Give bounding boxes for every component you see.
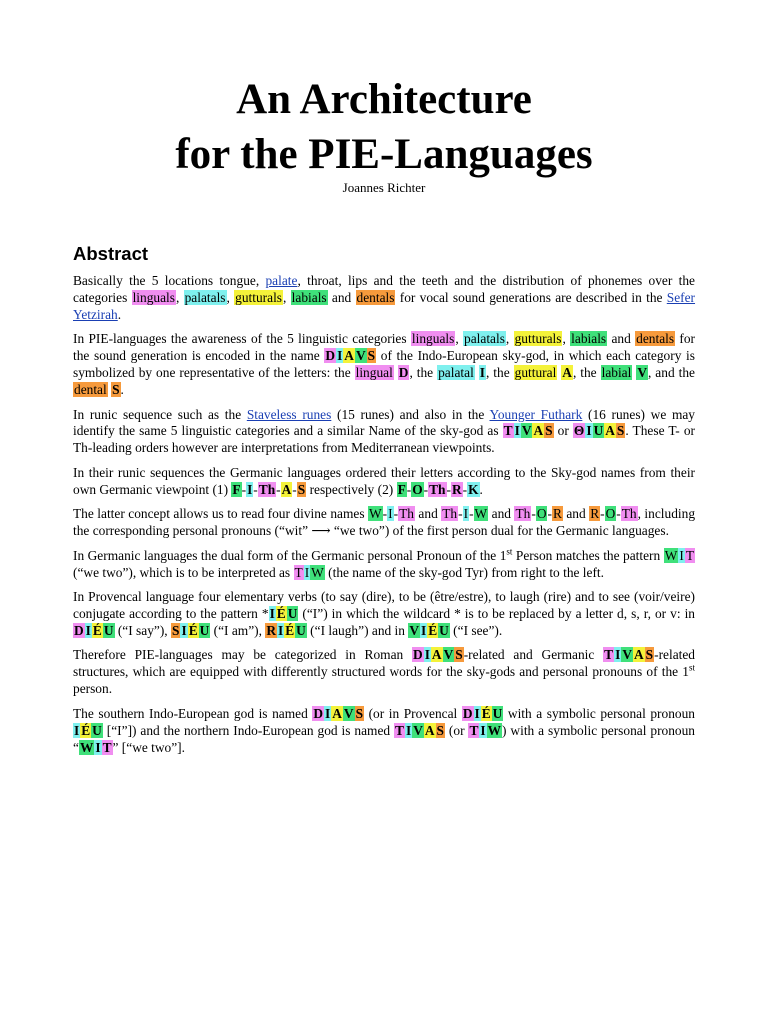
text-run: , throat, lips and the teeth and the distribution of phonemes over the categories bbox=[73, 273, 695, 305]
highlighted-term: I bbox=[85, 622, 91, 638]
highlighted-term: gutturals bbox=[235, 289, 283, 305]
highlighted-term: É bbox=[428, 622, 438, 638]
highlighted-term: V bbox=[521, 423, 532, 439]
highlighted-term: A bbox=[332, 705, 342, 721]
text-run: , bbox=[505, 331, 514, 347]
text-run: . bbox=[120, 382, 124, 398]
highlighted-term: R bbox=[590, 506, 600, 522]
text-run: Person matches the pattern bbox=[512, 547, 664, 563]
highlighted-term: S bbox=[355, 705, 364, 721]
highlighted-term: I bbox=[514, 423, 520, 439]
text-run: Therefore PIE-languages may be categorized in Roman bbox=[73, 647, 413, 663]
text-run: , the bbox=[409, 365, 438, 381]
highlighted-term: V bbox=[622, 647, 632, 663]
highlighted-term: É bbox=[481, 705, 491, 721]
highlighted-term: W bbox=[487, 722, 502, 738]
highlighted-term: É bbox=[92, 622, 102, 638]
highlighted-term: Θ bbox=[573, 423, 585, 439]
highlighted-term: Th bbox=[429, 481, 446, 497]
highlighted-term: S bbox=[297, 481, 306, 497]
highlighted-term: A bbox=[533, 423, 544, 439]
highlighted-term: Th bbox=[258, 481, 276, 497]
highlighted-term: I bbox=[269, 605, 275, 621]
highlighted-term: T bbox=[294, 564, 303, 580]
text-run: . These T- or Th-leading orders however are interpretations from Mediterranean viewpoints. bbox=[73, 423, 695, 456]
text-run: . bbox=[479, 481, 483, 497]
text-run: or bbox=[553, 423, 573, 439]
highlighted-term: I bbox=[388, 506, 393, 522]
abstract-paragraph bbox=[73, 706, 695, 757]
highlighted-term: labials bbox=[291, 289, 327, 305]
text-run: - bbox=[382, 506, 388, 522]
highlighted-term: D bbox=[325, 348, 336, 364]
text-run: (“I am”), bbox=[210, 622, 266, 638]
highlighted-term: O bbox=[536, 506, 547, 522]
text-run: [“I”]) and the northern Indo-European god is named bbox=[102, 722, 395, 738]
text-run: - bbox=[253, 481, 258, 497]
highlighted-term: Th bbox=[621, 506, 637, 522]
highlighted-term: É bbox=[188, 622, 198, 638]
text-run: - bbox=[423, 481, 429, 497]
text-run: In PIE-languages the awareness of the 5 linguistic categories bbox=[73, 331, 411, 347]
text-run: and bbox=[562, 506, 590, 522]
text-run: (“we two”), which is to be interpreted as bbox=[73, 564, 294, 580]
highlighted-term: U bbox=[593, 423, 604, 439]
highlighted-term: T bbox=[685, 547, 694, 563]
abstract-paragraph bbox=[73, 647, 695, 698]
author-name: Joannes Richter bbox=[342, 180, 426, 195]
highlighted-term: V bbox=[413, 722, 423, 738]
highlighted-term: R bbox=[451, 481, 462, 497]
text-run: (“I say”), bbox=[114, 622, 172, 638]
text-run: In runic sequence such as the bbox=[73, 406, 247, 422]
highlighted-term: I bbox=[480, 722, 486, 738]
highlighted-term: I bbox=[424, 647, 430, 663]
text-run: (16 runes) we may identify the same 5 linguistic categories and a similar Name of the sky-god as bbox=[73, 406, 695, 439]
highlighted-term: S bbox=[645, 647, 654, 663]
text-run: of the Indo-European sky-god, in which each category is symbolized by one representative of the letters: the bbox=[73, 348, 695, 381]
text-run: . bbox=[117, 306, 122, 322]
highlighted-term: U bbox=[199, 622, 210, 638]
highlighted-term: K bbox=[468, 481, 479, 497]
text-run: and bbox=[488, 506, 515, 522]
text-run: (“I”) in which the wildcard * is to be replaced by a letter d, s, r, or v: in bbox=[298, 605, 695, 621]
text-run: - bbox=[462, 481, 468, 497]
highlighted-term: I bbox=[586, 423, 592, 439]
text-run: - bbox=[393, 506, 399, 522]
text-run: ” [“we two”]. bbox=[112, 739, 185, 755]
highlighted-term: D bbox=[74, 622, 84, 638]
highlighted-term: I bbox=[479, 365, 485, 381]
highlighted-term: labial bbox=[601, 365, 632, 381]
text-run: (or bbox=[445, 722, 469, 738]
highlighted-term: I bbox=[421, 622, 427, 638]
highlighted-term: R bbox=[266, 622, 276, 638]
highlighted-term: U bbox=[287, 605, 298, 621]
superscript: st bbox=[688, 662, 695, 673]
page-title-line-2: for the PIE-Languages bbox=[175, 131, 593, 178]
highlighted-term: V bbox=[355, 348, 366, 364]
highlighted-term: W bbox=[311, 564, 324, 580]
text-run: - bbox=[276, 481, 281, 497]
highlighted-term: U bbox=[103, 622, 114, 638]
highlighted-term: dentals bbox=[636, 331, 675, 347]
highlighted-term: A bbox=[424, 722, 435, 738]
text-run: In their runic sequences the Germanic languages ordered their letters according to the Sky-god names from their own Germanic viewpoint (1) bbox=[73, 464, 695, 497]
abstract-paragraph bbox=[73, 465, 695, 499]
highlighted-term: Th bbox=[399, 506, 414, 522]
highlighted-term: R bbox=[552, 506, 562, 522]
highlighted-term: I bbox=[463, 506, 469, 522]
highlighted-term: É bbox=[276, 605, 286, 621]
highlighted-term: linguals bbox=[411, 331, 455, 347]
text-run: (“I see”). bbox=[449, 622, 503, 638]
text-run: - bbox=[292, 481, 297, 497]
highlighted-term: Th bbox=[515, 506, 531, 522]
abstract-paragraph bbox=[73, 331, 695, 399]
highlighted-term: S bbox=[172, 622, 180, 638]
text-run: , the bbox=[485, 365, 514, 381]
text-run: and bbox=[327, 289, 356, 305]
palate-link[interactable]: palate bbox=[265, 273, 298, 288]
highlighted-term: lingual bbox=[355, 365, 393, 381]
text-run: - bbox=[458, 506, 463, 522]
staveless-runes-link[interactable]: Staveless runes bbox=[246, 406, 332, 422]
highlighted-term: V bbox=[637, 365, 647, 381]
text-run: (15 runes) and also in the bbox=[331, 406, 490, 422]
highlighted-term: V bbox=[409, 622, 419, 638]
highlighted-term: I bbox=[325, 705, 331, 721]
text-run: - bbox=[406, 481, 412, 497]
abstract-body bbox=[73, 273, 695, 764]
highlighted-term: linguals bbox=[132, 289, 175, 305]
highlighted-term: D bbox=[398, 365, 409, 381]
highlighted-term: F bbox=[232, 481, 241, 497]
text-run: -related and Germanic bbox=[463, 647, 604, 663]
abstract-paragraph bbox=[73, 589, 695, 640]
text-run: (or in Provencal bbox=[364, 705, 462, 721]
highlighted-term: A bbox=[605, 423, 615, 439]
highlighted-term: É bbox=[285, 622, 295, 638]
highlighted-term: gutturals bbox=[514, 331, 562, 347]
highlighted-term: I bbox=[304, 564, 310, 580]
highlighted-term: A bbox=[344, 348, 354, 364]
abstract-paragraph bbox=[73, 506, 695, 540]
text-run: ) with a symbolic personal pronoun “ bbox=[73, 722, 695, 755]
highlighted-term: I bbox=[247, 481, 253, 497]
highlighted-term: V bbox=[443, 647, 454, 663]
highlighted-term: palatal bbox=[438, 365, 474, 381]
highlighted-term: I bbox=[474, 705, 480, 721]
highlighted-term: T bbox=[503, 423, 513, 439]
abstract-paragraph bbox=[73, 407, 695, 458]
highlighted-term: T bbox=[604, 647, 614, 663]
highlighted-term: S bbox=[616, 423, 625, 439]
abstract-paragraph bbox=[73, 548, 695, 582]
sefer-yetzirah-link[interactable]: Sefer Yetzirah bbox=[73, 289, 696, 322]
text-run: - bbox=[600, 506, 605, 522]
text-run: In Provencal language four elementary verbs (to say (dire), to be (être/estre), to laugh (rire) and to see (voir/veire) conjugate according to the pattern * bbox=[73, 589, 695, 621]
text-run: respectively (2) bbox=[306, 481, 397, 497]
highlighted-term: U bbox=[296, 622, 306, 638]
text-run: - bbox=[241, 481, 247, 497]
highlighted-term: S bbox=[367, 348, 376, 364]
highlighted-term: D bbox=[413, 647, 423, 663]
highlighted-term: D bbox=[462, 705, 473, 721]
highlighted-term: A bbox=[431, 647, 442, 663]
highlighted-term: palatals bbox=[464, 331, 505, 347]
text-run: -related structures, which are equipped with differently structured words for the sky-gods and personal pronouns of the 1 bbox=[73, 647, 695, 680]
highlighted-term: I bbox=[615, 647, 621, 663]
highlighted-term: I bbox=[74, 722, 80, 738]
highlighted-term: F bbox=[397, 481, 406, 497]
text-run: , and the bbox=[647, 365, 695, 381]
text-run: , including the corresponding personal pronouns (“wit” ⟶ “we two”) of the first person dual for the Germanic languages. bbox=[73, 506, 696, 539]
text-run: The latter concept allows us to read four divine names bbox=[73, 506, 369, 522]
text-run: - bbox=[531, 506, 536, 522]
highlighted-term: S bbox=[436, 722, 444, 738]
highlighted-term: Th bbox=[442, 506, 458, 522]
text-run: - bbox=[547, 506, 552, 522]
text-run: , bbox=[283, 289, 291, 305]
text-run: and bbox=[414, 506, 442, 522]
text-run: In Germanic languages the dual form of the Germanic personal Pronoun of the 1 bbox=[73, 547, 507, 563]
text-run: , the bbox=[572, 365, 601, 381]
highlighted-term: A bbox=[562, 365, 572, 381]
superscript: st bbox=[506, 546, 513, 557]
text-run: person. bbox=[73, 681, 113, 697]
highlighted-term: palatals bbox=[184, 289, 226, 305]
text-run: - bbox=[469, 506, 474, 522]
text-run: Basically the 5 locations tongue, bbox=[73, 273, 266, 288]
highlighted-term: guttural bbox=[514, 365, 557, 381]
highlighted-term: O bbox=[605, 506, 616, 522]
highlighted-term: dental bbox=[74, 382, 107, 398]
highlighted-term: W bbox=[474, 506, 488, 522]
text-run: (“I laugh”) and in bbox=[306, 622, 409, 638]
highlighted-term: T bbox=[102, 739, 112, 755]
highlighted-term: I bbox=[337, 348, 343, 364]
text-run: for vocal sound generations are described in the bbox=[395, 289, 667, 305]
highlighted-term: I bbox=[277, 622, 284, 638]
highlighted-term: dentals bbox=[356, 289, 395, 305]
text-run: (the name of the sky-god Tyr) from right to the left. bbox=[324, 564, 604, 580]
highlighted-term: U bbox=[439, 622, 449, 638]
highlighted-term: I bbox=[181, 622, 187, 638]
highlighted-term: I bbox=[405, 722, 412, 738]
text-run: , bbox=[226, 289, 235, 305]
text-run: for the sound generation is encoded in the name bbox=[73, 331, 696, 364]
highlighted-term: D bbox=[313, 705, 323, 721]
abstract-paragraph bbox=[73, 273, 695, 324]
highlighted-term: É bbox=[81, 722, 91, 738]
highlighted-term: T bbox=[469, 722, 479, 738]
highlighted-term: U bbox=[92, 722, 102, 738]
highlighted-term: A bbox=[633, 647, 644, 663]
highlighted-term: A bbox=[281, 481, 292, 497]
text-run: , bbox=[562, 331, 571, 347]
abstract-heading: Abstract bbox=[73, 243, 149, 264]
highlighted-term: S bbox=[545, 423, 553, 439]
highlighted-term: W bbox=[369, 506, 382, 522]
highlighted-term: W bbox=[664, 547, 678, 563]
highlighted-term: S bbox=[455, 647, 463, 663]
highlighted-term: I bbox=[679, 547, 684, 563]
text-run: - bbox=[616, 506, 621, 522]
text-run: , bbox=[455, 331, 464, 347]
text-run: and bbox=[607, 331, 636, 347]
highlighted-term: labials bbox=[571, 331, 607, 347]
highlighted-term: I bbox=[95, 739, 101, 755]
text-run: The southern Indo-European god is named bbox=[73, 705, 313, 721]
highlighted-term: O bbox=[412, 481, 423, 497]
younger-futhark-link[interactable]: Younger Futhark bbox=[489, 406, 583, 422]
text-run: - bbox=[446, 481, 451, 497]
highlighted-term: W bbox=[79, 739, 94, 755]
highlighted-term: S bbox=[112, 382, 120, 398]
highlighted-term: U bbox=[492, 705, 503, 721]
highlighted-term: T bbox=[395, 722, 404, 738]
text-run: , bbox=[175, 289, 184, 305]
highlighted-term: V bbox=[343, 705, 354, 721]
page-title-line-1: An Architecture bbox=[236, 76, 532, 123]
text-run: with a symbolic personal pronoun bbox=[503, 705, 695, 721]
